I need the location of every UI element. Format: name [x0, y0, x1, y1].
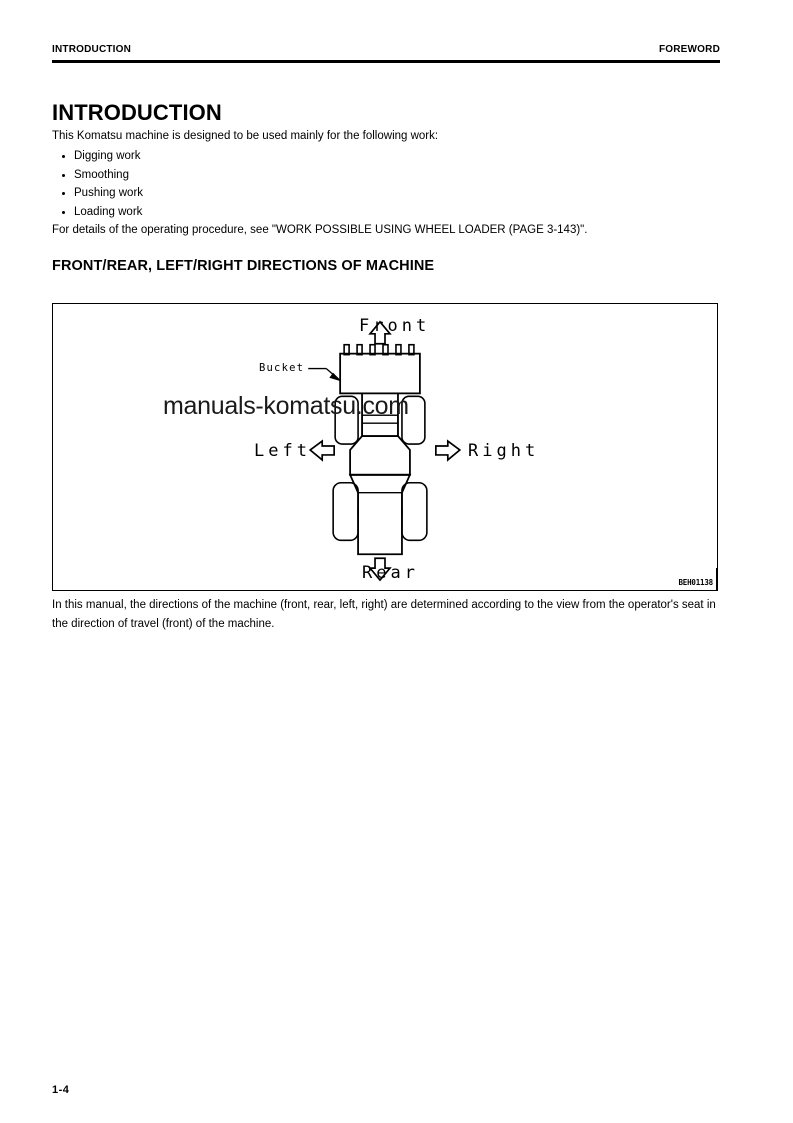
header-section-label: INTRODUCTION	[52, 44, 132, 55]
wheel-loader-top-view-drawing	[53, 304, 717, 590]
figure-caption: In this manual, the directions of the machine (front, rear, left, right) are determined according to the view from the operator's seat in the direction of travel (front) of the machine.	[52, 599, 716, 630]
callout-label-bucket: Bucket	[259, 362, 305, 374]
list-item: Digging work	[60, 147, 143, 166]
right-arrow-icon	[436, 441, 460, 460]
intro-paragraph: This Komatsu machine is designed to be used mainly for the following work:	[52, 130, 439, 142]
direction-label-right: Right	[468, 441, 540, 461]
page-number: 1-4	[52, 1084, 70, 1096]
direction-label-rear: Rear	[362, 563, 419, 583]
header-divider	[52, 60, 720, 63]
running-header	[52, 44, 720, 56]
section-heading: FRONT/REAR, LEFT/RIGHT DIRECTIONS OF MACHINE	[52, 258, 435, 274]
details-reference: For details of the operating procedure, see "WORK POSSIBLE USING WHEEL LOADER (PAGE 3-143)".	[52, 224, 588, 236]
header-chapter-label: FOREWORD	[658, 44, 720, 55]
list-item: Loading work	[60, 203, 143, 222]
direction-label-left: Left	[254, 441, 311, 461]
work-list	[60, 147, 143, 221]
list-item: Smoothing	[60, 166, 143, 185]
figure-code: BEH01138	[678, 578, 713, 587]
left-arrow-icon	[310, 441, 334, 460]
page-title: INTRODUCTION	[52, 100, 222, 125]
direction-label-front: Front	[359, 316, 431, 336]
list-item: Pushing work	[60, 184, 143, 203]
watermark: manuals-komatsu.com	[163, 392, 409, 420]
figure-code-divider	[716, 568, 717, 590]
machine-direction-figure	[52, 303, 718, 591]
